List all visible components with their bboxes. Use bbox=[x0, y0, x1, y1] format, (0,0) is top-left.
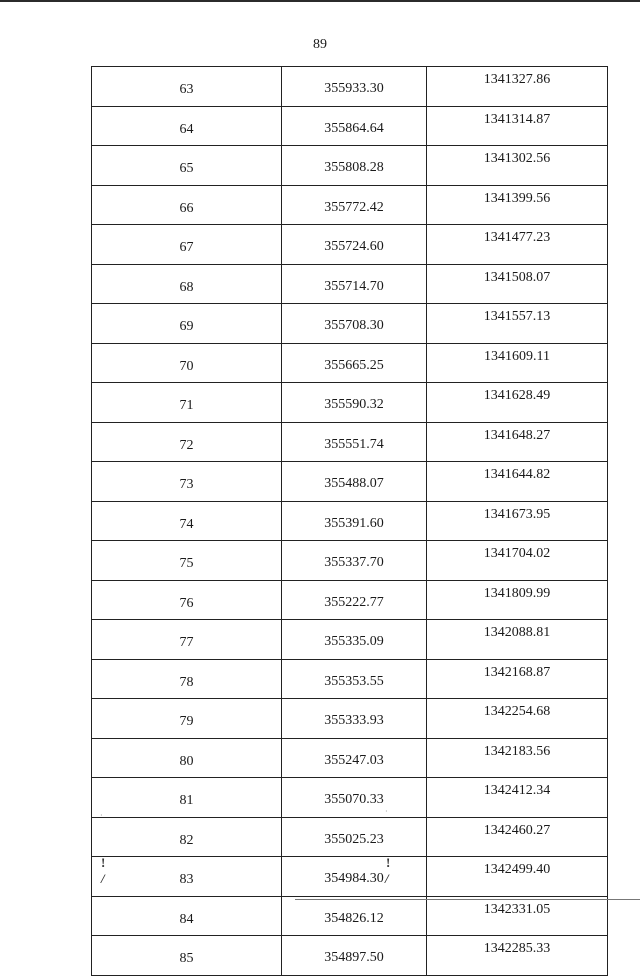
x-coordinate-cell: 355222.77 bbox=[282, 580, 427, 620]
table-row bbox=[92, 738, 608, 778]
point-number-cell: 81 bbox=[92, 778, 282, 818]
coordinates-table bbox=[91, 66, 608, 976]
point-number-cell: 68 bbox=[92, 264, 282, 304]
bottom-edge-line bbox=[295, 899, 640, 900]
point-number-cell: 71 bbox=[92, 383, 282, 423]
x-coordinate-cell: 355335.09 bbox=[282, 620, 427, 660]
scan-mark: / bbox=[101, 871, 105, 886]
scan-speck: · bbox=[100, 811, 103, 820]
y-coordinate-cell: 1341327.86 bbox=[427, 67, 608, 107]
y-coordinate-cell: 1342412.34 bbox=[427, 778, 608, 818]
point-number-cell: 76 bbox=[92, 580, 282, 620]
point-number-cell: 72 bbox=[92, 422, 282, 462]
point-number-cell: 66 bbox=[92, 185, 282, 225]
coordinates-table-body bbox=[92, 67, 608, 976]
point-number-cell: 77 bbox=[92, 620, 282, 660]
page-number: 89 bbox=[313, 37, 327, 52]
table-row bbox=[92, 106, 608, 146]
y-coordinate-cell: 1342285.33 bbox=[427, 936, 608, 976]
x-coordinate-cell: 355247.03 bbox=[282, 738, 427, 778]
point-number-cell: 82 bbox=[92, 817, 282, 857]
x-coordinate-cell: 355714.70 bbox=[282, 264, 427, 304]
table-row bbox=[92, 896, 608, 936]
x-coordinate-cell: 355070.33 bbox=[282, 778, 427, 818]
x-coordinate-cell: 355864.64 bbox=[282, 106, 427, 146]
table-row bbox=[92, 264, 608, 304]
table-row bbox=[92, 699, 608, 739]
table-row bbox=[92, 225, 608, 265]
point-number-cell: 69 bbox=[92, 304, 282, 344]
x-coordinate-cell: 355724.60 bbox=[282, 225, 427, 265]
x-coordinate-cell: 354826.12 bbox=[282, 896, 427, 936]
table-row bbox=[92, 462, 608, 502]
table-row bbox=[92, 422, 608, 462]
x-coordinate-cell: 355025.23 bbox=[282, 817, 427, 857]
y-coordinate-cell: 1341399.56 bbox=[427, 185, 608, 225]
point-number-cell: 73 bbox=[92, 462, 282, 502]
y-coordinate-cell: 1341508.07 bbox=[427, 264, 608, 304]
y-coordinate-cell: 1341302.56 bbox=[427, 146, 608, 186]
point-number-cell: 64 bbox=[92, 106, 282, 146]
x-coordinate-cell: 355708.30 bbox=[282, 304, 427, 344]
point-number-cell: 83 bbox=[92, 857, 282, 897]
table-row bbox=[92, 936, 608, 976]
scan-mark: ! bbox=[386, 855, 391, 870]
top-border-line bbox=[0, 0, 640, 2]
point-number-cell: 84 bbox=[92, 896, 282, 936]
y-coordinate-cell: 1342168.87 bbox=[427, 659, 608, 699]
scan-speck: · bbox=[385, 807, 388, 816]
scan-mark: / bbox=[385, 871, 389, 886]
y-coordinate-cell: 1341673.95 bbox=[427, 501, 608, 541]
y-coordinate-cell: 1341477.23 bbox=[427, 225, 608, 265]
x-coordinate-cell: 355391.60 bbox=[282, 501, 427, 541]
y-coordinate-cell: 1341314.87 bbox=[427, 106, 608, 146]
y-coordinate-cell: 1342254.68 bbox=[427, 699, 608, 739]
point-number-cell: 67 bbox=[92, 225, 282, 265]
x-coordinate-cell: 354984.30 bbox=[282, 857, 427, 897]
point-number-cell: 74 bbox=[92, 501, 282, 541]
table-row bbox=[92, 620, 608, 660]
x-coordinate-cell: 355933.30 bbox=[282, 67, 427, 107]
y-coordinate-cell: 1341809.99 bbox=[427, 580, 608, 620]
point-number-cell: 78 bbox=[92, 659, 282, 699]
point-number-cell: 79 bbox=[92, 699, 282, 739]
x-coordinate-cell: 355333.93 bbox=[282, 699, 427, 739]
table-row bbox=[92, 67, 608, 107]
y-coordinate-cell: 1342460.27 bbox=[427, 817, 608, 857]
x-coordinate-cell: 355665.25 bbox=[282, 343, 427, 383]
y-coordinate-cell: 1342331.05 bbox=[427, 896, 608, 936]
point-number-cell: 75 bbox=[92, 541, 282, 581]
y-coordinate-cell: 1341557.13 bbox=[427, 304, 608, 344]
table-row bbox=[92, 541, 608, 581]
scan-mark: ! bbox=[101, 855, 106, 870]
x-coordinate-cell: 355772.42 bbox=[282, 185, 427, 225]
table-row bbox=[92, 343, 608, 383]
y-coordinate-cell: 1342499.40 bbox=[427, 857, 608, 897]
y-coordinate-cell: 1341648.27 bbox=[427, 422, 608, 462]
y-coordinate-cell: 1341628.49 bbox=[427, 383, 608, 423]
y-coordinate-cell: 1342183.56 bbox=[427, 738, 608, 778]
point-number-cell: 80 bbox=[92, 738, 282, 778]
point-number-cell: 85 bbox=[92, 936, 282, 976]
table-row bbox=[92, 778, 608, 818]
y-coordinate-cell: 1342088.81 bbox=[427, 620, 608, 660]
y-coordinate-cell: 1341644.82 bbox=[427, 462, 608, 502]
x-coordinate-cell: 354897.50 bbox=[282, 936, 427, 976]
table-row bbox=[92, 185, 608, 225]
table-row bbox=[92, 383, 608, 423]
table-row bbox=[92, 304, 608, 344]
point-number-cell: 70 bbox=[92, 343, 282, 383]
y-coordinate-cell: 1341704.02 bbox=[427, 541, 608, 581]
point-number-cell: 65 bbox=[92, 146, 282, 186]
x-coordinate-cell: 355353.55 bbox=[282, 659, 427, 699]
table-row bbox=[92, 659, 608, 699]
table-row bbox=[92, 817, 608, 857]
x-coordinate-cell: 355551.74 bbox=[282, 422, 427, 462]
y-coordinate-cell: 1341609.11 bbox=[427, 343, 608, 383]
table-row bbox=[92, 146, 608, 186]
point-number-cell: 63 bbox=[92, 67, 282, 107]
table-row bbox=[92, 580, 608, 620]
table-row bbox=[92, 857, 608, 897]
table-row bbox=[92, 501, 608, 541]
x-coordinate-cell: 355808.28 bbox=[282, 146, 427, 186]
x-coordinate-cell: 355337.70 bbox=[282, 541, 427, 581]
x-coordinate-cell: 355590.32 bbox=[282, 383, 427, 423]
x-coordinate-cell: 355488.07 bbox=[282, 462, 427, 502]
